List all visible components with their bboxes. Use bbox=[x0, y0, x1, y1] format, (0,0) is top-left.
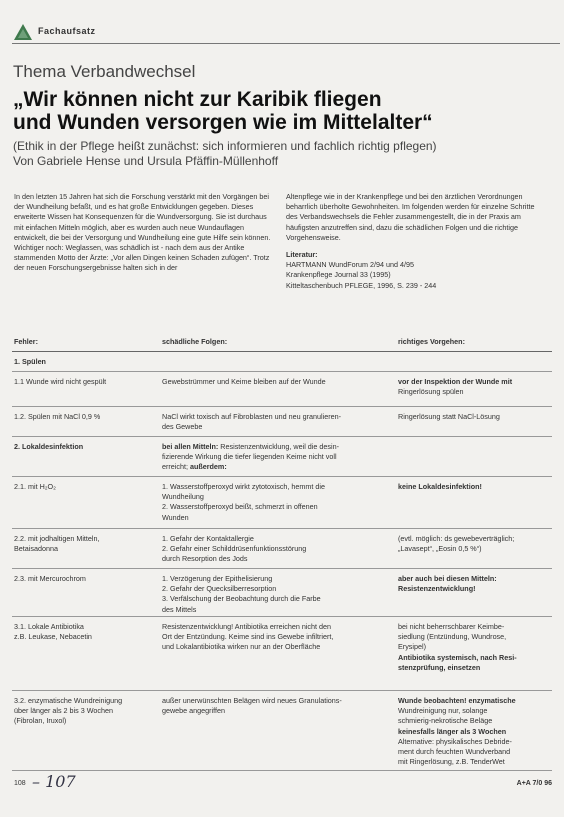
literature-item: Krankenpflege Journal 33 (1995) bbox=[286, 270, 391, 280]
cell-line: Wundreinigung nur, solange bbox=[398, 706, 488, 716]
cell-consequence bbox=[162, 442, 398, 476]
cell-line: 1.1 Wunde wird nicht gespült bbox=[14, 377, 107, 386]
author-line: Von Gabriele Hense und Ursula Pfäffin-Müllenhoff bbox=[13, 154, 279, 168]
emphasis: außerdem: bbox=[189, 462, 227, 472]
headline-line: und Wunden versorgen wie im Mittelalter“ bbox=[13, 111, 433, 134]
article-kicker: Thema Verbandwechsel bbox=[13, 62, 196, 81]
cell-correct bbox=[398, 442, 552, 476]
literature-item: Kitteltaschenbuch PFLEGE, 1996, S. 239 - 244 bbox=[286, 280, 437, 290]
cell-line: aber auch bei diesen Mitteln: bbox=[398, 574, 497, 583]
table-header bbox=[12, 337, 552, 352]
table-row bbox=[12, 691, 552, 771]
header-consequences: schädliche Folgen: bbox=[162, 337, 228, 346]
cell-line: 2.3. mit Mercurochrom bbox=[14, 574, 86, 583]
cell-line: durch Resorption des Jods bbox=[162, 554, 248, 564]
cell-line: Wunden bbox=[162, 512, 189, 522]
article-subtitle bbox=[13, 139, 437, 169]
cell-line: Gewebstrümmer und Keime bleiben auf der Wunde bbox=[162, 377, 326, 386]
cell-line: des Gewebe bbox=[162, 422, 203, 432]
cell-consequence bbox=[162, 357, 398, 371]
cell-line: Resistenzentwicklung! Antibiotika erreichen nicht den bbox=[162, 622, 332, 631]
table-row bbox=[12, 437, 552, 477]
triangle-logo-icon bbox=[14, 24, 32, 40]
section-label: Fachaufsatz bbox=[38, 26, 96, 36]
cell-line: erreicht; außerdem: bbox=[162, 462, 227, 472]
cell-line: und Lokalantibiotika wirken nur an der Oberfläche bbox=[162, 642, 321, 652]
cell-line: 2. Gefahr der Quecksilberresorption bbox=[162, 584, 277, 594]
cell-line: (Fibrolan, Iruxol) bbox=[14, 716, 67, 726]
cell-correct bbox=[398, 622, 552, 690]
cell-line: 1.2. Spülen mit NaCl 0,9 % bbox=[14, 412, 101, 421]
cell-consequence bbox=[162, 574, 398, 616]
cell-line: vor der Inspektion der Wunde mit bbox=[398, 377, 513, 386]
errors-table bbox=[12, 337, 552, 771]
cell-error bbox=[12, 622, 162, 690]
cell-line: bei allen Mitteln: Resistenzentwicklung, weil die desin- bbox=[162, 442, 339, 451]
cell-correct bbox=[398, 534, 552, 568]
table-row bbox=[12, 569, 552, 617]
cell-line: keinesfalls länger als 3 Wochen bbox=[398, 726, 507, 736]
cell-line: 1. Verzögerung der Epithelisierung bbox=[162, 574, 273, 583]
cell-error bbox=[12, 377, 162, 406]
header-errors: Fehler: bbox=[14, 337, 38, 346]
cell-line: Wunde beobachten! enzymatische bbox=[398, 696, 516, 705]
table-row bbox=[12, 372, 552, 407]
table-row bbox=[12, 617, 552, 691]
cell-line: Erysipel) bbox=[398, 642, 426, 652]
intro-column-right bbox=[286, 192, 542, 291]
intro-paragraph-continued: Altenpflege wie in der Krankenpflege und bei den ärztlichen Verordnungen beharrlich überholte Gewohnheiten. Im folgenden werden für einzelne Schritte des Verbandswechsels die Fehler zusammengestellt, die in der Praxis am häufigsten anzutreffen sind, dazu die schädlichen Folgen und die richtige Vorgehensweise. bbox=[286, 192, 535, 242]
cell-line: des Mittels bbox=[162, 604, 197, 614]
cell-line: 1. Gefahr der Kontaktallergie bbox=[162, 534, 254, 543]
cell-line: Ort der Entzündung. Keime sind ins Gewebe infiltriert, bbox=[162, 632, 334, 642]
cell-line: 3.2. enzymatische Wundreinigung bbox=[14, 696, 123, 705]
cell-line: 1. Spülen bbox=[14, 357, 46, 366]
cell-line: Antibiotika systemisch, nach Resi- bbox=[398, 652, 517, 662]
cell-line: gewebe angegriffen bbox=[162, 706, 226, 716]
cell-error bbox=[12, 442, 162, 476]
table-row bbox=[12, 477, 552, 529]
cell-line: 2. Wasserstoffperoxyd beißt, schmerzt in offenen bbox=[162, 502, 318, 512]
cell-error bbox=[12, 696, 162, 770]
cell-correct bbox=[398, 412, 552, 436]
intro-paragraph: In den letzten 15 Jahren hat sich die Forschung verstärkt mit den Vorgängen bei der Wundheilung befaßt, und es hat große Entwicklungen gegeben. Dieses erweiterte Wissen hat Konsequenzen für die Wundversorgung. Sie ist durchaus mit einfachen Mitteln möglich, aber es wurden auch neue Wundauflagen entwickelt, die bei der Versorgung und Wundheilung eine gute Hilfe sein können. Wichtiger noch: Weglassen, was schädlich ist - nach dem aus der Antike stammenden Motto der Ärzte: „Vor allen Dingen keinen Schaden zufügen“. Trotz der neuen Forschungsergebnisse halten sich in der bbox=[14, 192, 271, 273]
top-divider bbox=[12, 43, 560, 44]
cell-line: keine Lokaldesinfektion! bbox=[398, 482, 482, 491]
cell-correct bbox=[398, 377, 552, 406]
intro-column-left bbox=[14, 192, 272, 274]
cell-correct bbox=[398, 482, 552, 528]
cell-line: 2. Lokaldesinfektion bbox=[14, 442, 84, 451]
cell-error bbox=[12, 482, 162, 528]
cell-line: Ringerlösung spülen bbox=[398, 387, 464, 397]
cell-line: siedlung (Entzündung, Wundrose, bbox=[398, 632, 507, 642]
cell-line: ment durch feuchten Wundverband bbox=[398, 747, 511, 757]
cell-line: (evtl. möglich: ds gewebeverträglich; bbox=[398, 534, 515, 543]
article-headline bbox=[13, 88, 433, 134]
cell-line: fizierende Wirkung die tiefer liegenden Keime nicht voll bbox=[162, 452, 337, 462]
cell-consequence bbox=[162, 482, 398, 528]
handwritten-page-note: – 107 bbox=[32, 772, 76, 791]
cell-error bbox=[12, 574, 162, 616]
top-bar bbox=[0, 0, 564, 44]
cell-consequence bbox=[162, 696, 398, 770]
cell-consequence bbox=[162, 534, 398, 568]
cell-line: 1. Wasserstoffperoxyd wirkt zytotoxisch, hemmt die bbox=[162, 482, 325, 491]
cell-consequence bbox=[162, 622, 398, 690]
issue-label: A+A 7/0 96 bbox=[516, 780, 552, 787]
cell-line: 3.1. Lokale Antibiotika bbox=[14, 622, 84, 631]
cell-line: stenzprüfung, einsetzen bbox=[398, 662, 481, 672]
cell-line: Betaisadonna bbox=[14, 544, 58, 554]
cell-line: Wundheilung bbox=[162, 492, 204, 502]
cell-line: Alternative: physikalisches Debride- bbox=[398, 736, 512, 746]
cell-error bbox=[12, 534, 162, 568]
table-row bbox=[12, 529, 552, 569]
page-footer bbox=[14, 772, 554, 792]
cell-correct bbox=[398, 696, 552, 770]
table-row bbox=[12, 352, 552, 372]
cell-line: 2. Gefahr einer Schilddrüsenfunktionsstörung bbox=[162, 544, 307, 554]
cell-correct bbox=[398, 357, 552, 371]
emphasis: bei allen Mitteln: bbox=[162, 442, 219, 451]
cell-line: Resistenzentwicklung! bbox=[398, 584, 476, 594]
cell-line: bei nicht beherrschbarer Keimbe- bbox=[398, 622, 505, 631]
header-correct-procedure: richtiges Vorgehen: bbox=[398, 337, 465, 346]
cell-consequence bbox=[162, 412, 398, 436]
cell-correct bbox=[398, 574, 552, 616]
cell-line: z.B. Leukase, Nebacetin bbox=[14, 632, 92, 642]
cell-line: Ringerlösung statt NaCl-Lösung bbox=[398, 412, 500, 421]
cell-error bbox=[12, 412, 162, 436]
cell-line: schmierig-nekrotische Beläge bbox=[398, 716, 493, 726]
cell-line: 2.1. mit H₂O₂ bbox=[14, 482, 56, 491]
subtitle-line: (Ethik in der Pflege heißt zunächst: sich informieren und fachlich richtig pflegen) bbox=[13, 139, 437, 153]
headline-line: „Wir können nicht zur Karibik fliegen bbox=[13, 88, 382, 111]
cell-line: 3. Verfälschung der Beobachtung durch die Farbe bbox=[162, 594, 321, 604]
cell-consequence bbox=[162, 377, 398, 406]
cell-line: mit Ringerlösung, z.B. TenderWet bbox=[398, 757, 505, 767]
literature-item: HARTMANN WundForum 2/94 und 4/95 bbox=[286, 260, 414, 270]
cell-line: „Lavasept“, „Eosin 0,5 %“) bbox=[398, 544, 482, 554]
table-row bbox=[12, 407, 552, 437]
page-number: 108 bbox=[14, 780, 26, 787]
cell-line: NaCl wirkt toxisch auf Fibroblasten und neu granulieren- bbox=[162, 412, 341, 421]
cell-error bbox=[12, 357, 162, 371]
cell-line: über länger als 2 bis 3 Wochen bbox=[14, 706, 113, 716]
cell-line: 2.2. mit jodhaltigen Mitteln, bbox=[14, 534, 100, 543]
cell-line: außer unerwünschten Belägen wird neues Granulations- bbox=[162, 696, 342, 705]
literature-title: Literatur: bbox=[286, 250, 318, 260]
